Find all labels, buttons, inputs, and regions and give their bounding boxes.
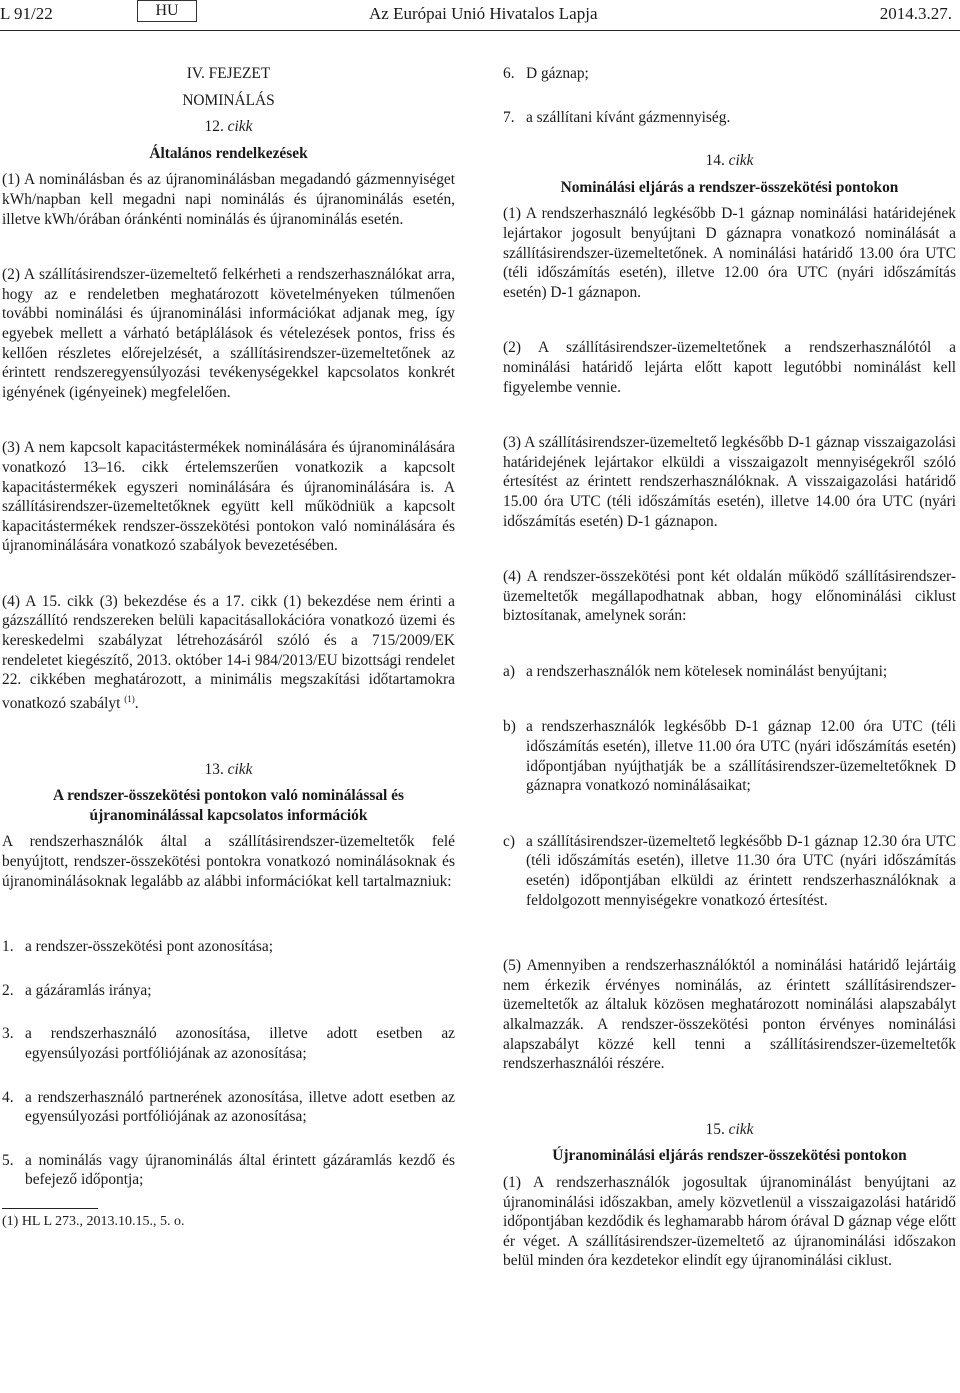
list-item <box>503 108 956 128</box>
sub-item <box>503 832 956 910</box>
right-column <box>503 64 956 1271</box>
article-12-paragraph-4 <box>2 592 455 714</box>
list-item-number: 3. <box>2 1025 14 1043</box>
article-12-paragraph-3: (3) A nem kapcsolt kapacitástermékek nominálására és újranominálására vonatkozó 13–16. cikk értelemszerűen vonatkozik a kapcsolt kapacitástermékek egyszeri nominálására és újranominálására is. A szállításirendszer-üzemeltetőknek együtt kell működniük a kapcsolt kapacitástermékek rendszer-összekötési pontokon való nominálására és újranominálására vonatkozó szabályok bevezetésében. <box>2 439 455 555</box>
sub-item-text: a rendszerhasználók legkésőbb D-1 gáznap 12.00 óra UTC (téli időszámítás esetén), illetve 11.00 óra UTC (nyári időszámítás esetén) időpontjában nyújthatják be a szállításirendszer-üzemeltetőknek D gáznapra vonatkozó nominálásaikat; <box>526 718 956 795</box>
article-15-word: cikk <box>728 1120 754 1138</box>
article-13-number: 13. <box>204 760 224 778</box>
article-14-paragraph-2: (2) A szállításirendszer-üzemeltetőnek a rendszerhasználótól a nominálási határidő lejárta előtt kapott legutóbbi nominálást kell figyelembe vennie. <box>503 339 956 396</box>
article-13-intro: A rendszerhasználók által a szállításirendszer-üzemeltetők felé benyújtott, rendszer-összekötési pontokra vonatkozó nominálásoknak és újranominálásoknak legalább az alábbi információkat kell tartalmazniuk: <box>2 833 455 890</box>
sub-item-label: b) <box>503 718 516 736</box>
article-14-heading <box>503 151 956 171</box>
footnote: (1) HL L 273., 2013.10.15., 5. o. <box>2 1213 185 1229</box>
list-item-number: 1. <box>2 938 14 956</box>
footnote-reference: (1) <box>124 693 135 704</box>
journal-title: Az Európai Unió Hivatalos Lapja <box>369 4 598 23</box>
article-12-paragraph-4-text: (4) A 15. cikk (3) bekezdése és a 17. cikk (1) bekezdése nem érinti a gázszállító rendszereken belüli kapacitásallokációra vonatkozó üzemi és kereskedelmi szabályzat létrehozásáról szóló és a 715/2009/EK rendeletet kiegészítő, 2013. október 14-i 984/2013/EU bizottsági rendelet 22. cikkében meghatározott, a minimális megszakítási időtartamokra vonatkozó szabályt <box>2 592 455 712</box>
article-13-title: A rendszer-összekötési pontokon való nominálással és újranominálással kapcsolatos információk <box>52 787 404 824</box>
list-item <box>2 1088 455 1127</box>
article-12-paragraph-2: (2) A szállításirendszer-üzemeltető felkérheti a rendszerhasználókat arra, hogy az e rendeletben meghatározott követelményeken túlmenően további nominálási és újranominálási információkat adjanak meg, így egyebek mellett a várható betáplálások és vételezések pontos, friss és kellően részletes előrejelzését, a szállításirendszer-üzemeltetőnek az érintett rendszeregyensúlyozási tevékenységekkel kapcsolatos konkrét igényének (igényeinek) megfelelően. <box>2 266 455 401</box>
page-reference: L 91/22 <box>0 4 53 23</box>
list-item <box>2 1151 455 1190</box>
list-item <box>2 937 455 957</box>
list-item-text: D gáznap; <box>526 65 589 82</box>
article-14-paragraph-1: (1) A rendszerhasználó legkésőbb D-1 gáznap nominálási határidejének lejártakor jogosult benyújtani D gáznapra vonatkozó nominálását a szállításirendszer-üzemeltetőnek. A nominálási határidő 13.00 óra UTC (téli időszámítás esetén), illetve 12.00 óra UTC (nyári időszámítás esetén) D-1 gáznapon. <box>503 205 956 301</box>
article-14-number: 14. <box>705 152 725 170</box>
article-12-word: cikk <box>227 118 253 136</box>
article-12-number: 12. <box>204 118 224 136</box>
list-item <box>2 1024 455 1063</box>
list-item-text: a gázáramlás iránya; <box>25 981 152 999</box>
article-13-heading <box>2 760 455 780</box>
article-15-heading <box>503 1120 956 1140</box>
sub-item <box>503 662 956 682</box>
article-12-heading <box>2 117 455 137</box>
list-item-number: 7. <box>503 108 515 126</box>
issue-date: 2014.3.27. <box>879 4 952 23</box>
list-item-number: 6. <box>503 65 515 82</box>
article-12-paragraph-4-end: . <box>134 694 139 712</box>
footnote-divider <box>2 1208 98 1209</box>
page-header <box>0 0 960 30</box>
article-14-title: Nominálási eljárás a rendszer-összekötési pontokon <box>560 178 899 196</box>
sub-item-label: a) <box>503 662 515 680</box>
list-item-number: 2. <box>2 981 14 999</box>
list-item-number: 5. <box>2 1151 14 1169</box>
article-15-paragraph-1: (1) A rendszerhasználók jogosultak újranominálást benyújtani az újranominálási időszakban, amely közvetlenül a visszaigazolási határidő időpontjában kezdődik és leghamarabb három órával D gáznap vége előtt ér véget. A szállításirendszer-üzemeltető az újranominálási időszakon belül minden óra kezdetekor elindít egy újranominálási ciklust. <box>503 1173 956 1270</box>
sub-item <box>503 717 956 795</box>
list-item <box>2 981 455 1001</box>
chapter-number: IV. FEJEZET <box>186 65 271 82</box>
list-item-text: a szállítani kívánt gázmennyiség. <box>526 108 731 126</box>
list-item-text: a rendszer-összekötési pont azonosítása; <box>25 938 273 956</box>
list-item-number: 4. <box>2 1088 14 1106</box>
article-15-number: 15. <box>705 1120 725 1138</box>
sub-item-text: a rendszerhasználók nem kötelesek nominálást benyújtani; <box>526 662 888 680</box>
language-badge: HU <box>137 0 197 22</box>
left-column <box>2 64 455 1230</box>
list-item-text: a nominálás vagy újranominálás által érintett gázáramlás kezdő és befejező időpontja; <box>25 1151 455 1189</box>
list-item-text: a rendszerhasználó azonosítása, illetve adott esetben az egyensúlyozási portfóliójának az azonosítása; <box>25 1025 455 1062</box>
article-13-word: cikk <box>227 760 253 778</box>
sub-item-label: c) <box>503 832 515 850</box>
article-14-word: cikk <box>728 152 754 170</box>
article-12-paragraph-1: (1) A nominálásban és az újranominálásban megadandó gázmennyiséget kWh/napban kell megadni napi nominálás és újranominálás esetén, illetve kWh/órában óránkénti nominálás és újranominálás esetén. <box>2 171 455 228</box>
list-item-text: a rendszerhasználó partnerének azonosítása, illetve adott esetben az egyensúlyozási portfóliójának az azonosítása; <box>25 1088 455 1126</box>
article-14-paragraph-5: (5) Amennyiben a rendszerhasználóktól a nominálási határidő lejártáig nem érkezik érvényes nominálás, az érintett szállításirendszer-üzemeltetők az általuk közösen meghatározott nominálási alapszabályt alkalmazzák. A rendszer-összekötési ponton érvényes nominálási alapszabályt közzé kell tenni a szállításirendszer-üzemeltetők rendszerhasználói részére. <box>503 957 956 1073</box>
article-14-paragraph-4: (4) A rendszer-összekötési pont két oldalán működő szállításirendszer-üzemeltetők megállapodhatnak abban, hogy előnominálási ciklust biztosítanak, amelynek során: <box>503 568 956 625</box>
sub-item-text: a szállításirendszer-üzemeltető legkésőbb D-1 gáznap 12.30 óra UTC (téli időszámítás esetén), illetve 11.30 óra UTC (nyári időszámítás esetén) időpontjában elküldi az érintett rendszerhasználóknak a feldolgozott mennyiségekre vonatkozó értesítést. <box>526 832 956 909</box>
article-14-paragraph-3: (3) A szállításirendszer-üzemeltető legkésőbb D-1 gáznap visszaigazolási határidejének lejártakor elküldi a visszaigazolt mennyiségekről szóló értesítést az érintett rendszerhasználóknak. A visszaigazolási határidő 15.00 óra UTC (téli időszámítás esetén), illetve 14.00 óra UTC (nyári időszámítás esetén) D-1 gáznapon. <box>503 434 956 530</box>
chapter-title: NOMINÁLÁS <box>182 91 275 109</box>
list-item <box>503 64 956 84</box>
article-15-title: Újranominálási eljárás rendszer-összekötési pontokon <box>552 1147 907 1165</box>
article-12-title: Általános rendelkezések <box>149 144 308 162</box>
header-divider <box>0 30 960 31</box>
